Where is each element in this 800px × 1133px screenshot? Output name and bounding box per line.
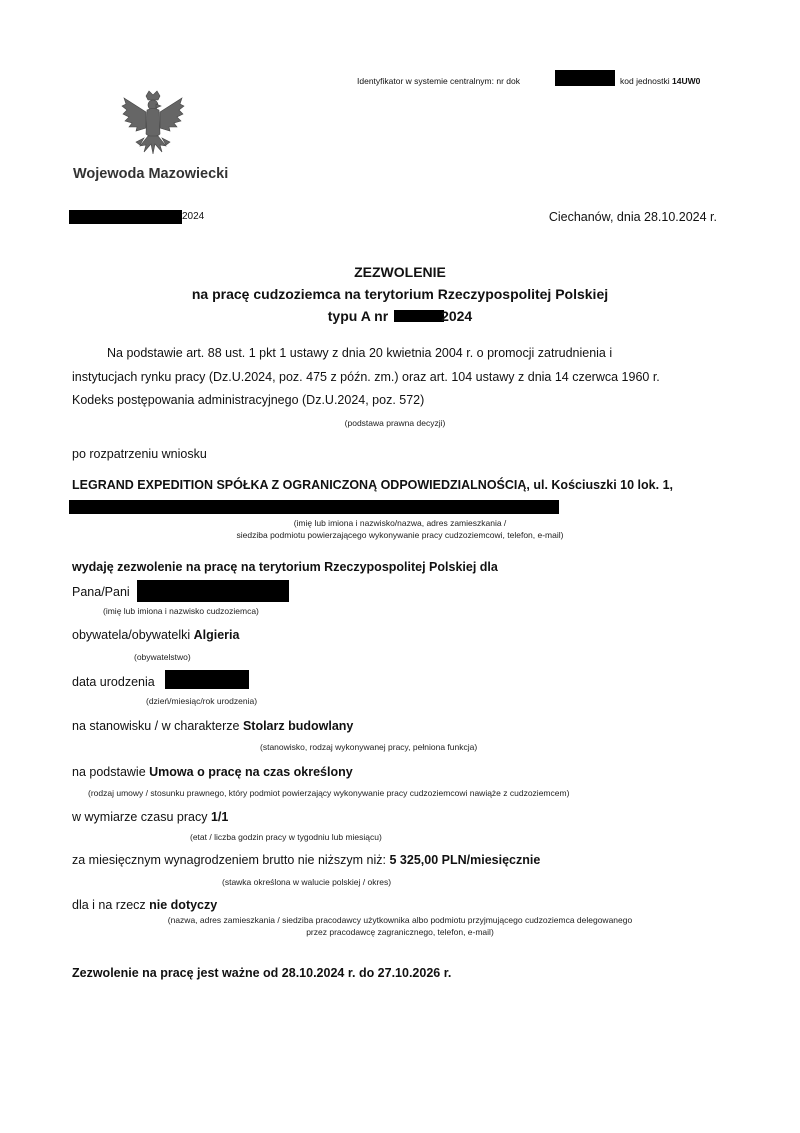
hours-label: w wymiarze czasu pracy <box>72 810 208 824</box>
legal-basis-caption: (podstawa prawna decyzji) <box>344 418 446 428</box>
dob-label: data urodzenia <box>72 675 155 689</box>
salary-line <box>72 853 540 867</box>
applicant-caption-2: siedziba podmiotu powierzającego wykonywanie pracy cudzoziemcowi, telefon, e-mail) <box>236 530 564 540</box>
beneficiary-caption-2: przez pracodawcę zagranicznego, telefon, e-mail) <box>306 927 494 937</box>
contract-line <box>72 765 353 779</box>
place-date: Ciechanów, dnia 28.10.2024 r. <box>548 210 717 224</box>
permit-number-line <box>0 308 800 324</box>
contract-value: Umowa o pracę na czas określony <box>149 765 353 779</box>
salary-caption: (stawka określona w walucie polskiej / okres) <box>222 877 392 887</box>
redacted-permit-number <box>394 310 444 322</box>
document-title: ZEZWOLENIE <box>354 264 446 280</box>
legal-basis-line-1: Na podstawie art. 88 ust. 1 pkt 1 ustawy z dnia 20 kwietnia 2004 r. o promocji zatrudnienia i <box>107 346 613 360</box>
applicant-text: LEGRAND EXPEDITION SPÓŁKA Z OGRANICZONĄ ODPOWIEDZIALNOŚCIĄ, ul. Kościuszki 10 lok. 1, <box>72 478 673 492</box>
dob-caption: (dzień/miesiąc/rok urodzenia) <box>146 696 258 706</box>
grant-statement: wydaję zezwolenie na pracę na terytorium Rzeczypospolitej Polskiej dla <box>72 560 498 574</box>
redacted-reference <box>69 210 182 224</box>
authority-name: Wojewoda Mazowiecki <box>73 166 229 182</box>
name-caption: (imię lub imiona i nazwisko cudzoziemca) <box>103 606 259 616</box>
position-line <box>72 719 353 733</box>
validity-statement: Zezwolenie na pracę jest ważne od 28.10.2024 r. do 27.10.2026 r. <box>72 966 452 980</box>
unit-code-value: 14UW0 <box>672 76 701 86</box>
position-caption: (stanowisko, rodzaj wykonywanej pracy, pełniona funkcja) <box>260 742 478 752</box>
citizenship-label: obywatela/obywatelki <box>72 628 191 642</box>
beneficiary-value: nie dotyczy <box>149 898 218 912</box>
redacted-date-of-birth <box>165 670 249 689</box>
redacted-doc-number <box>555 70 615 86</box>
permit-type-label: typu A nr <box>327 308 389 324</box>
salary-label: za miesięcznym wynagrodzeniem brutto nie niższym niż: <box>72 853 387 867</box>
position-label: na stanowisku / w charakterze <box>72 719 240 733</box>
permit-year: 2024 <box>441 308 473 324</box>
legal-basis-line-3: Kodeks postępowania administracyjnego (Dz.U.2024, poz. 572) <box>72 393 425 407</box>
legal-basis-line-2: instytucjach rynku pracy (Dz.U.2024, poz. 475 z późn. zm.) oraz art. 104 ustawy z dnia 14 czerwca 1960 r. <box>72 370 660 384</box>
system-id-line <box>357 76 520 86</box>
beneficiary-caption-1: (nazwa, adres zamieszkania / siedziba pracodawcy użytkownika albo podmiotu przyjmującego cudzoziemca delegowanego <box>167 915 633 925</box>
salary-value: 5 325,00 PLN/miesięcznie <box>389 853 541 867</box>
unit-code-label: kod jednostki <box>620 76 670 86</box>
applicant-caption-1: (imię lub imiona i nazwisko/nazwa, adres zamieszkania / <box>293 518 507 528</box>
redacted-applicant-address <box>69 500 559 514</box>
polish-eagle-emblem <box>120 90 186 162</box>
citizenship-caption: (obywatelstwo) <box>134 652 191 662</box>
beneficiary-line <box>72 898 217 912</box>
name-label: Pana/Pani <box>72 585 130 599</box>
citizenship-line <box>72 628 239 642</box>
contract-caption: (rodzaj umowy / stosunku prawnego, który podmiot powierzający wykonywanie pracy cudzoziemcowi nawiąże z cudzoziemcem) <box>88 788 570 798</box>
contract-label: na podstawie <box>72 765 146 779</box>
reference-suffix: 2024 <box>182 211 205 222</box>
citizenship-value: Algieria <box>193 628 240 642</box>
system-id-label: Identyfikator w systemie centralnym: nr dok <box>357 76 520 86</box>
unit-code-line <box>620 76 700 86</box>
document-subtitle: na pracę cudzoziemca na terytorium Rzeczypospolitej Polskiej <box>191 286 609 302</box>
position-value: Stolarz budowlany <box>242 719 354 733</box>
after-review-text: po rozpatrzeniu wniosku <box>72 447 207 461</box>
hours-line <box>72 810 228 824</box>
hours-caption: (etat / liczba godzin pracy w tygodniu lub miesiącu) <box>190 832 382 842</box>
hours-value: 1/1 <box>210 810 229 824</box>
beneficiary-label: dla i na rzecz <box>72 898 146 912</box>
redacted-foreigner-name <box>137 580 289 602</box>
